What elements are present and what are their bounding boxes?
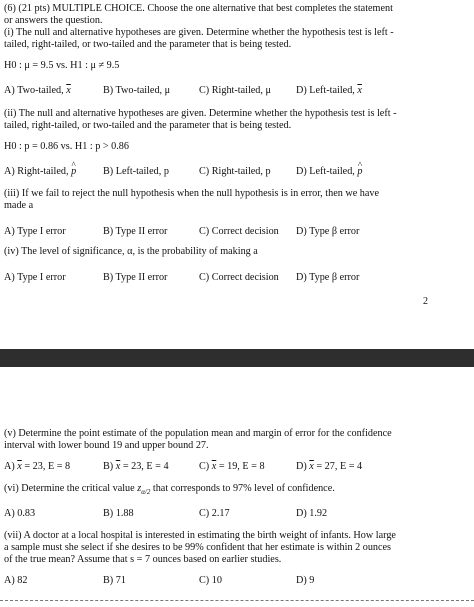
part-vii-option-c[interactable]: C) 10 [199,575,222,586]
part-i-line-2: tailed, right-tailed, or two-tailed and the parameter that is being tested. [4,39,292,50]
part-ii-option-b[interactable]: B) Left-tailed, p [103,166,169,177]
part-i-option-a[interactable]: A) Two-tailed, $\overline{x}$ [4,85,71,96]
part-vii-line-3: of the true mean? Assume that s = 7 ounces based on earlier studies. [4,554,282,565]
part-iv-option-b[interactable]: B) Type II error [103,272,168,283]
part-vii-option-b[interactable]: B) 71 [103,575,126,586]
part-i-option-d[interactable]: D) Left-tailed, $\overline{x}$ [296,85,362,96]
part-iv-option-d[interactable]: D) Type β error [296,272,360,283]
part-ii-option-c[interactable]: C) Right-tailed, p [199,166,271,177]
part-vi-line-1: (vi) Determine the critical value $z_{\alpha/2}$ that corresponds to 97% level of confidence. [4,483,335,496]
part-v-line-2: interval with lower bound 19 and upper bound 27. [4,440,209,451]
part-v-option-a[interactable]: A) $\overline{x} = 23$, E = 8 [4,461,71,472]
part-v-option-d[interactable]: D) $\overline{x} = 27$, E = 4 [296,461,363,472]
part-vi-option-c[interactable]: C) 2.17 [199,508,230,519]
part-iii-option-c[interactable]: C) Correct decision [199,226,279,237]
part-iii-option-d[interactable]: D) Type β error [296,226,360,237]
page-separator-bar [0,349,474,367]
page-number: 2 [423,296,428,307]
part-iv-option-c[interactable]: C) Correct decision [199,272,279,283]
part-iv-option-a[interactable]: A) Type I error [4,272,66,283]
part-vi-option-a[interactable]: A) 0.83 [4,508,36,519]
part-vi-option-b[interactable]: B) 1.88 [103,508,134,519]
part-ii-line-2: tailed, right-tailed, or two-tailed and the parameter that is being tested. [4,120,292,131]
part-ii-option-d[interactable]: D) Left-tailed, ^ p [296,166,362,178]
part-ii-option-a[interactable]: A) Right-tailed, ^ p [4,166,76,178]
part-ii-hypotheses: H0 : p = 0.86 vs. H1 : p > 0.86 [4,141,129,152]
part-vii-line-1: (vii) A doctor at a local hospital is interested in estimating the birth weight of infants. How large [4,530,396,541]
part-iii-line-1: (iii) If we fail to reject the null hypothesis when the null hypothesis is in error, then we have [4,188,380,199]
part-v-line-1: (v) Determine the point estimate of the population mean and margin of error for the confidence [4,428,392,439]
part-i-hypotheses: H0 : μ = 9.5 vs. H1 : μ ≠ 9.5 [4,60,120,71]
dashed-divider [0,600,474,601]
part-iii-option-b[interactable]: B) Type II error [103,226,168,237]
question-header-line-1: (6) (21 pts) MULTIPLE CHOICE. Choose the one alternative that best completes the statement [4,3,393,14]
part-vii-option-d[interactable]: D) 9 [296,575,315,586]
part-vi-option-d[interactable]: D) 1.92 [296,508,328,519]
part-iv-line-1: (iv) The level of significance, α, is the probability of making a [4,246,258,257]
part-vii-option-a[interactable]: A) 82 [4,575,28,586]
question-header-line-2: or answers the question. [4,15,103,26]
part-v-option-b[interactable]: B) $\overline{x} = 23$, E = 4 [103,461,169,472]
part-v-option-c[interactable]: C) $\overline{x} = 19$, E = 8 [199,461,265,472]
part-ii-line-1: (ii) The null and alternative hypotheses are given. Determine whether the hypothesis test is left - [4,108,397,119]
part-i-option-c[interactable]: C) Right-tailed, μ [199,85,271,96]
part-iii-line-2: made a [4,200,34,211]
part-i-option-b[interactable]: B) Two-tailed, μ [103,85,171,96]
part-i-line-1: (i) The null and alternative hypotheses are given. Determine whether the hypothesis test is left - [4,27,394,38]
part-vii-line-2: a sample must she select if she desires to be 99% confident that her estimate is within 2 ounces [4,542,392,553]
part-iii-option-a[interactable]: A) Type I error [4,226,66,237]
